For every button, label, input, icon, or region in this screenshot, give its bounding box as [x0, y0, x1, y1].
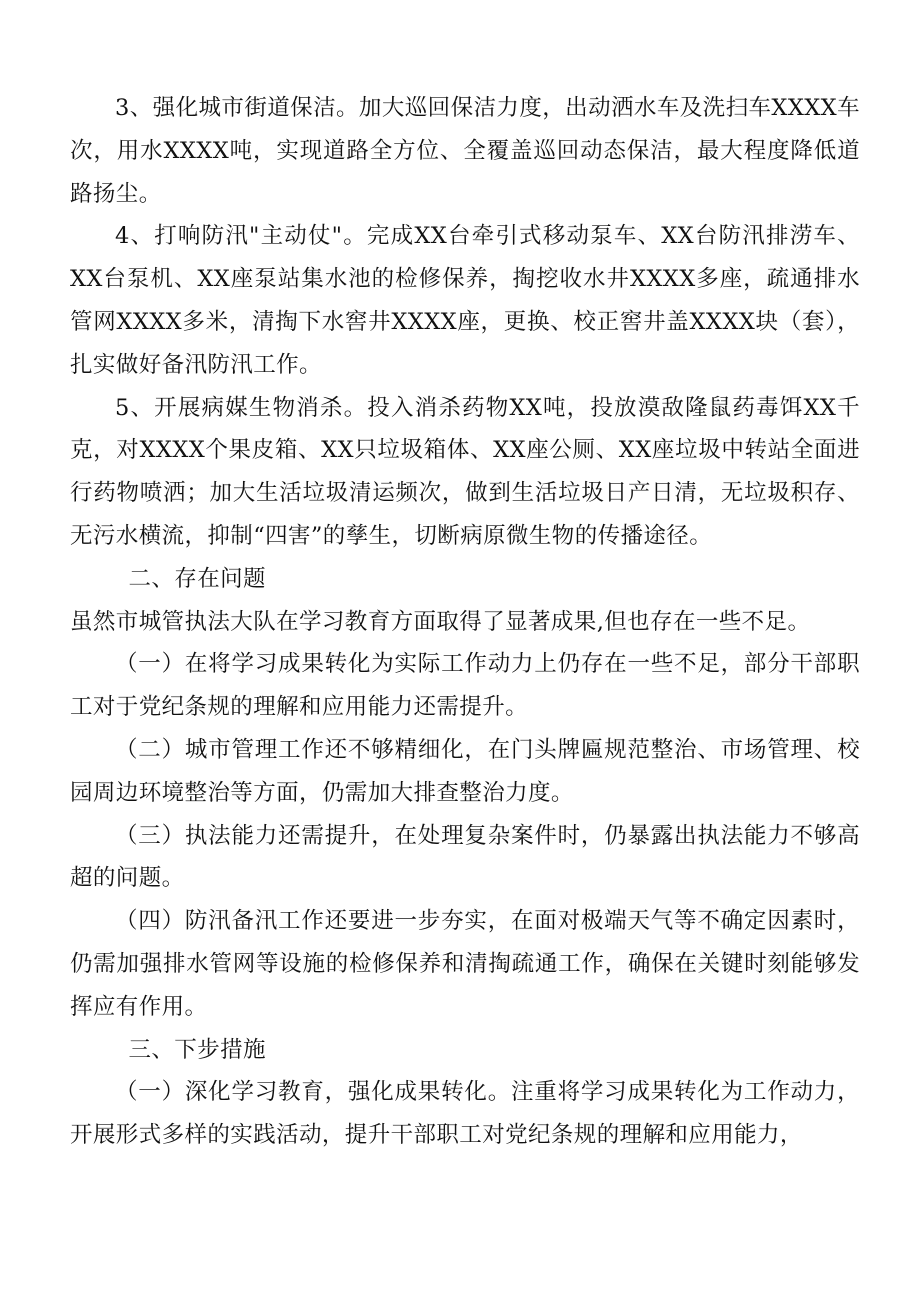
paragraph-problems-intro: 虽然市城管执法大队在学习教育方面取得了显著成果,但也存在一些不足。 [70, 608, 811, 635]
paragraph-problem-1: （一）在将学习成果转化为实际工作动力上仍存在一些不足，部分干部职工对于党纪条规的理解和应用能力还需提升。 [70, 651, 860, 721]
section-heading-next-steps: 三、下步措施 [128, 1036, 266, 1063]
paragraph-problem-4: （四）防汛备汛工作还要进一步夯实，在面对极端天气等不确定因素时，仍需加强排水管网等设施的检修保养和清掏疏通工作，确保在关键时刻能够发挥应有作用。 [70, 908, 860, 1020]
paragraph-problem-3: （三）执法能力还需提升，在处理复杂案件时，仍暴露出执法能力不够高超的问题。 [70, 822, 860, 892]
paragraph-disinfection: 5、开展病媒生物消杀。投入消杀药物XX吨，投放漠敌隆鼠药毒饵XX千克，对XXXX个果皮箱、XX只垃圾箱体、XX座公厕、XX座垃圾中转站全面进行药物喷洒；加大生活垃圾清运频次，做到生活垃圾日产日清，无垃圾积存、无污水横流，抑制“四害”的孳生，切断病原微生物的传播途径。 [70, 394, 860, 549]
paragraph-problem-2: （二）城市管理工作还不够精细化，在门头牌匾规范整治、市场管理、校园周边环境整治等方面，仍需加大排查整治力度。 [70, 736, 860, 806]
paragraph-flood-prevention: 4、打响防汛"主动仗"。完成XX台牵引式移动泵车、XX台防汛排涝车、XX台泵机、XX座泵站集水池的检修保养，掏挖收水井XXXX多座，疏通排水管网XXXX多米，清掏下水窖井XXXX座，更换、校正窖井盖XXXX块（套），扎实做好备汛防汛工作。 [70, 223, 860, 378]
paragraph-street-cleaning: 3、强化城市街道保洁。加大巡回保洁力度，出动洒水车及洗扫车XXXX车次，用水XXXX吨，实现道路全方位、全覆盖巡回动态保洁，最大程度降低道路扬尘。 [70, 95, 860, 207]
document-body [70, 87, 860, 1157]
paragraph-measure-1: （一）深化学习教育，强化成果转化。注重将学习成果转化为工作动力，开展形式多样的实践活动，提升干部职工对党纪条规的理解和应用能力， [70, 1079, 860, 1149]
section-heading-problems: 二、存在问题 [128, 565, 266, 592]
